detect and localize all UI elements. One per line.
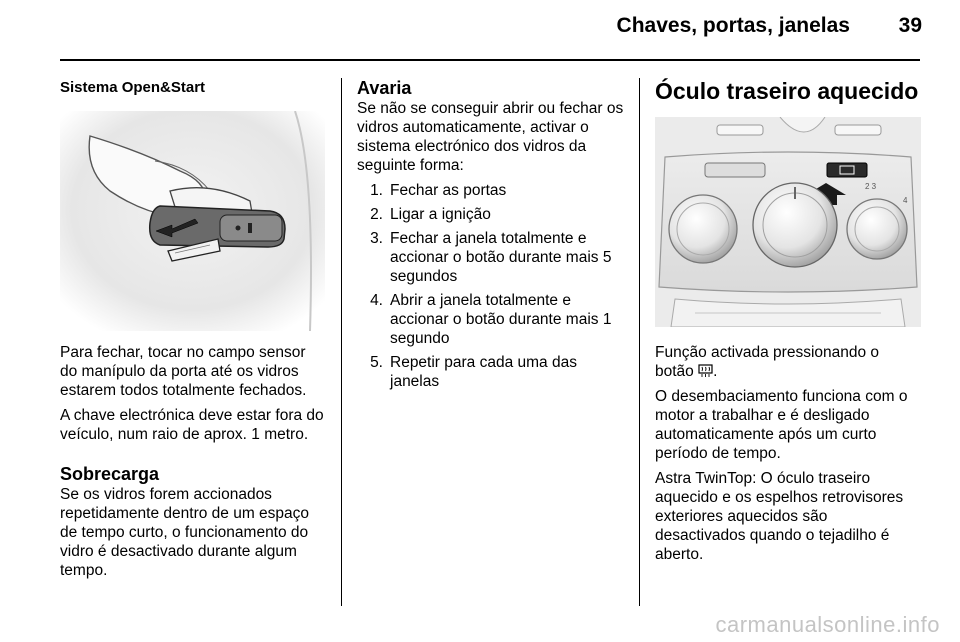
list-item: 5. Repetir para cada uma das janelas [370,354,577,390]
oculo-heading: Óculo traseiro aquecido [655,78,919,104]
column-1 [60,70,325,586]
list-item: 2. Ligar a ignição [370,206,491,223]
avaria-steps-list [357,181,625,391]
header-rule [60,59,920,61]
avaria-intro: Se não se conseguir abrir ou fechar os vidros automaticamente, activar o sistema electrónico dos vidros da seguinte forma: [357,100,624,174]
svg-text:4: 4 [903,196,908,205]
rear-window-heater-icon [698,364,713,378]
oculo-paragraph-3: Astra TwinTop: O óculo traseiro aquecido e os espelhos retrovisores exteriores aquecidos são desactivados quando o tejadilho é aberto. [655,470,904,563]
list-item: 3. Fechar a janela totalmente e accionar o botão durante mais 5 segundos [370,230,612,285]
column-3 [655,70,921,570]
svg-text:2 3: 2 3 [865,182,877,191]
column-divider-1 [341,78,342,606]
door-handle-illustration [60,111,325,331]
open-start-paragraph-1: Para fechar, tocar no campo sensor do manípulo da porta até os vidros estarem todos totalmente fechados. [60,344,307,399]
avaria-heading: Avaria [357,78,412,98]
watermark: carmanualsonline.info [715,612,940,637]
oculo-paragraph-1: Função activada pressionando o botão . [655,344,880,380]
column-2 [357,70,625,396]
list-item: 4. Abrir a janela totalmente e accionar o botão durante mais 1 segundo [370,292,612,347]
subsection-title: Sistema Open&Start [60,79,206,96]
sobrecarga-heading: Sobrecarga [60,464,160,484]
open-start-paragraph-2: A chave electrónica deve estar fora do veículo, num raio de aprox. 1 metro. [60,407,324,443]
page-header-title: Chaves, portas, janelas [616,14,850,37]
column-divider-2 [639,78,640,606]
oculo-paragraph-2: O desembaciamento funciona com o motor a trabalhar e é desligado automaticamente após um curto período de tempo. [655,388,908,462]
page-number: 39 [898,14,922,37]
climate-control-panel-illustration [655,117,921,327]
list-item: 1. Fechar as portas [370,182,507,199]
sobrecarga-paragraph: Se os vidros forem accionados repetidamente dentro de um espaço de tempo curto, o funcionamento do vidro é desactivado durante algum tempo. [60,486,310,579]
